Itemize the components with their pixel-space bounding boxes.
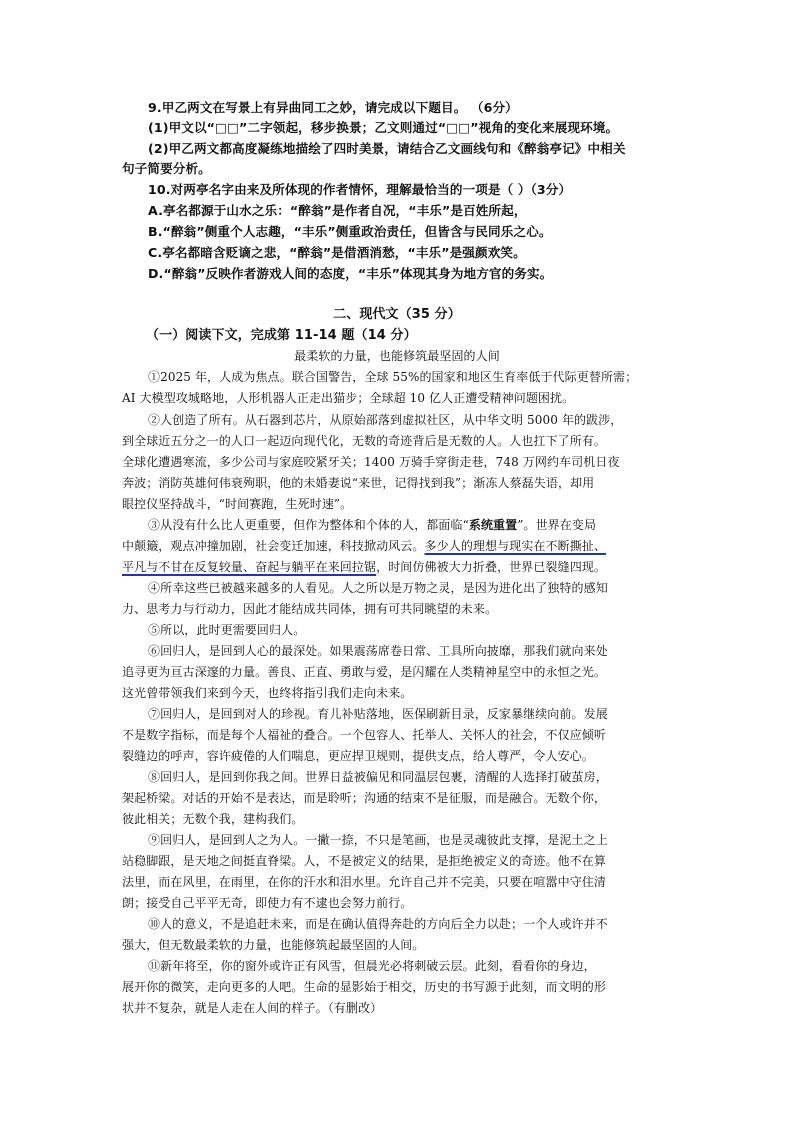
paragraph-3-text-3: ，时间仿佛被大力折叠，世界已裂缝四现。: [376, 560, 607, 574]
paragraph-3-text: ③从没有什么比人更重要，但作为整体和个体的人，都面临“: [148, 518, 469, 532]
paragraph-9-line-3: 法里，而在风里，在雨里，在你的汗水和泪水里。允许自己并不完美，只要在喧嚣中守住清: [122, 875, 607, 889]
paragraph-3-line-2: [122, 537, 606, 556]
question-9-part-2-cont: 句子简要分析。: [122, 161, 211, 176]
paragraph-7-line-3: 裂缝边的呼声，容许疲倦的人们喘息，更应捍卫规则，提供支点，给人尊严，令人安心。: [122, 749, 594, 763]
underlined-sentence-part-1: 多少人的理想与现实在不断撕扯、: [424, 539, 607, 553]
paragraph-4-line-2: 力、思考力与行动力，因此才能结成共同体，拥有可共同眺望的未来。: [122, 602, 498, 616]
paragraph-11-line-2: 展开你的微笑，走向更多的人吧。生命的显影始于相交，历史的书写源于此刻，而文明的形: [122, 980, 607, 994]
paragraph-5: ⑤所以，此时更需要回归人。: [148, 623, 306, 637]
paragraph-3-text-end: ”。世界在变局: [517, 518, 597, 532]
paragraph-1-line-1: ①2025 年，人成为焦点。联合国警告，全球 55%的国家和地区生育率低于代际更替所需；: [148, 370, 638, 384]
paragraph-8-line-3: 彼此相关；无数个我，建构我们。: [122, 812, 304, 826]
paragraph-6-line-2: 追寻更为亘古深邃的力量。善良、正直、勇敢与爱，是闪耀在人类精神星空中的永恒之光。: [122, 665, 607, 679]
paragraph-10-line-2: 强大，但无数最柔软的力量，也能修筑起最坚固的人间。: [122, 938, 425, 952]
paragraph-10-line-1: ⑩人的意义，不是追赶未来，而是在确认值得奔赴的方向后全力以赴；一个人或许并不: [148, 917, 608, 931]
paragraph-8-line-2: 架起桥梁。对话的开始不是表达，而是聆听；沟通的结束不是征服，而是融合。无数个你，: [122, 791, 607, 805]
paragraph-2-line-2: 到全球近五分之一的人口一起迈向现代化，无数的奇迹背后是无数的人。人也扛下了所有。: [122, 434, 607, 448]
question-9-part-2: (2)甲乙两文都高度凝练地描绘了四时美景，请结合乙文画线句和《醉翁亭记》中相关: [148, 141, 626, 156]
paragraph-7-line-2: 不是数字指标，而是每个人福祉的叠合。一个包容人、托举人、关怀人的社会，不仅应倾听: [122, 728, 607, 742]
section-subheading: （一）阅读下文，完成第 11-14 题（14 分）: [146, 328, 417, 343]
paragraph-2-line-5: 眼控仪坚持战斗，“时间赛跑，生死时速”。: [122, 497, 353, 511]
paragraph-11-line-3: 状并不复杂，就是人走在人间的样子。（有删改）: [122, 1001, 383, 1015]
paragraph-2-line-4: 奔波；消防英雄何伟衰殉职，他的未婚妻说“来世，记得找到我”；渐冻人蔡磊失语，却用: [122, 476, 595, 490]
option-a: A.亭名都源于山水之乐：“醉翁”是作者自况，“丰乐”是百姓所起，: [148, 203, 527, 218]
paragraph-3-emphasis: 系统重置: [468, 518, 518, 532]
paragraph-11-line-1: ⑪新年将至，你的窗外或许正有风雪，但晨光必将刺破云层。此刻，看看你的身边，: [148, 959, 596, 973]
paragraph-1-line-2: AI 大模型攻城略地，人形机器人正走出猫步；全球超 10 亿人正遭受精神问题困扰。: [122, 391, 575, 405]
paragraph-2-line-3: 全球化遭遇寒流，多少公司与家庭咬紧牙关；1400 万骑手穿街走巷，748 万网约车司机日夜: [122, 455, 620, 469]
question-10: 10.对两亭名字由来及所体现的作者情怀，理解最恰当的一项是（ ）（3分）: [148, 182, 572, 197]
paragraph-9-line-4: 朗；接受自己平平无奇，即使力有不逮也会努力前行。: [122, 896, 413, 910]
paragraph-6-line-3: 这光曾带领我们来到今天，也终将指引我们走向未来。: [122, 686, 413, 700]
question-9: 9.甲乙两文在写景上有异曲同工之妙，请完成以下题目。 （6分）: [148, 100, 518, 115]
paragraph-6-line-1: ⑥回归人，是回到人心的最深处。如果震荡席卷日常、工具所向披靡，那我们就向来处: [148, 644, 608, 658]
paragraph-9-line-2: 站稳脚跟，是天地之间挺直脊梁。人，不是被定义的结果，是拒绝被定义的奇迹。他不在算: [122, 854, 607, 868]
question-9-part-1: (1)甲文以“□□”二字领起，移步换景；乙文则通过“□□”视角的变化来展现环境。: [148, 120, 619, 135]
paragraph-3-line-1: [148, 516, 596, 535]
underlined-sentence-part-2: 平凡与不甘在反复较量、奋起与躺平在来回拉锯: [122, 560, 377, 574]
paragraph-4-line-1: ④所幸这些已被越来越多的人看见。人之所以是万物之灵，是因为进化出了独特的感知: [148, 581, 608, 595]
article-title: 最柔软的力量，也能修筑最坚固的人间: [294, 349, 500, 363]
section-heading: 二、现代文（35 分）: [333, 307, 461, 322]
paragraph-9-line-1: ⑨回归人，是回到人之为人。一撇一捺，不只是笔画，也是灵魂彼此支撑，是泥土之上: [148, 833, 608, 847]
paragraph-3-line-3: [122, 558, 606, 577]
option-d: D.“醉翁”反映作者游戏人间的态度，“丰乐”体现其身为地方官的务实。: [148, 266, 553, 281]
paragraph-2-line-1: ②人创造了所有。从石器到芯片，从原始部落到虚拟社区，从中华文明 5000 年的跋涉，: [148, 413, 623, 427]
paragraph-8-line-1: ⑧回归人，是回到你我之间。世界日益被偏见和同温层包裹，清醒的人选择打破茧房，: [148, 770, 608, 784]
paragraph-3-text-2: 中颠簸，观点冲撞加剧，社会变迁加速，科技掀动风云。: [122, 539, 425, 553]
option-c: C.亭名都暗含贬谪之悲，“醉翁”是借酒消愁，“丰乐”是强颜欢笑。: [148, 245, 526, 260]
option-b: B.“醉翁”侧重个人志趣，“丰乐”侧重政治责任，但皆含与民同乐之心。: [148, 224, 552, 239]
paragraph-7-line-1: ⑦回归人，是回到对人的珍视。育儿补贴落地，医保刷新目录，反家暴继续向前。发展: [148, 707, 608, 721]
